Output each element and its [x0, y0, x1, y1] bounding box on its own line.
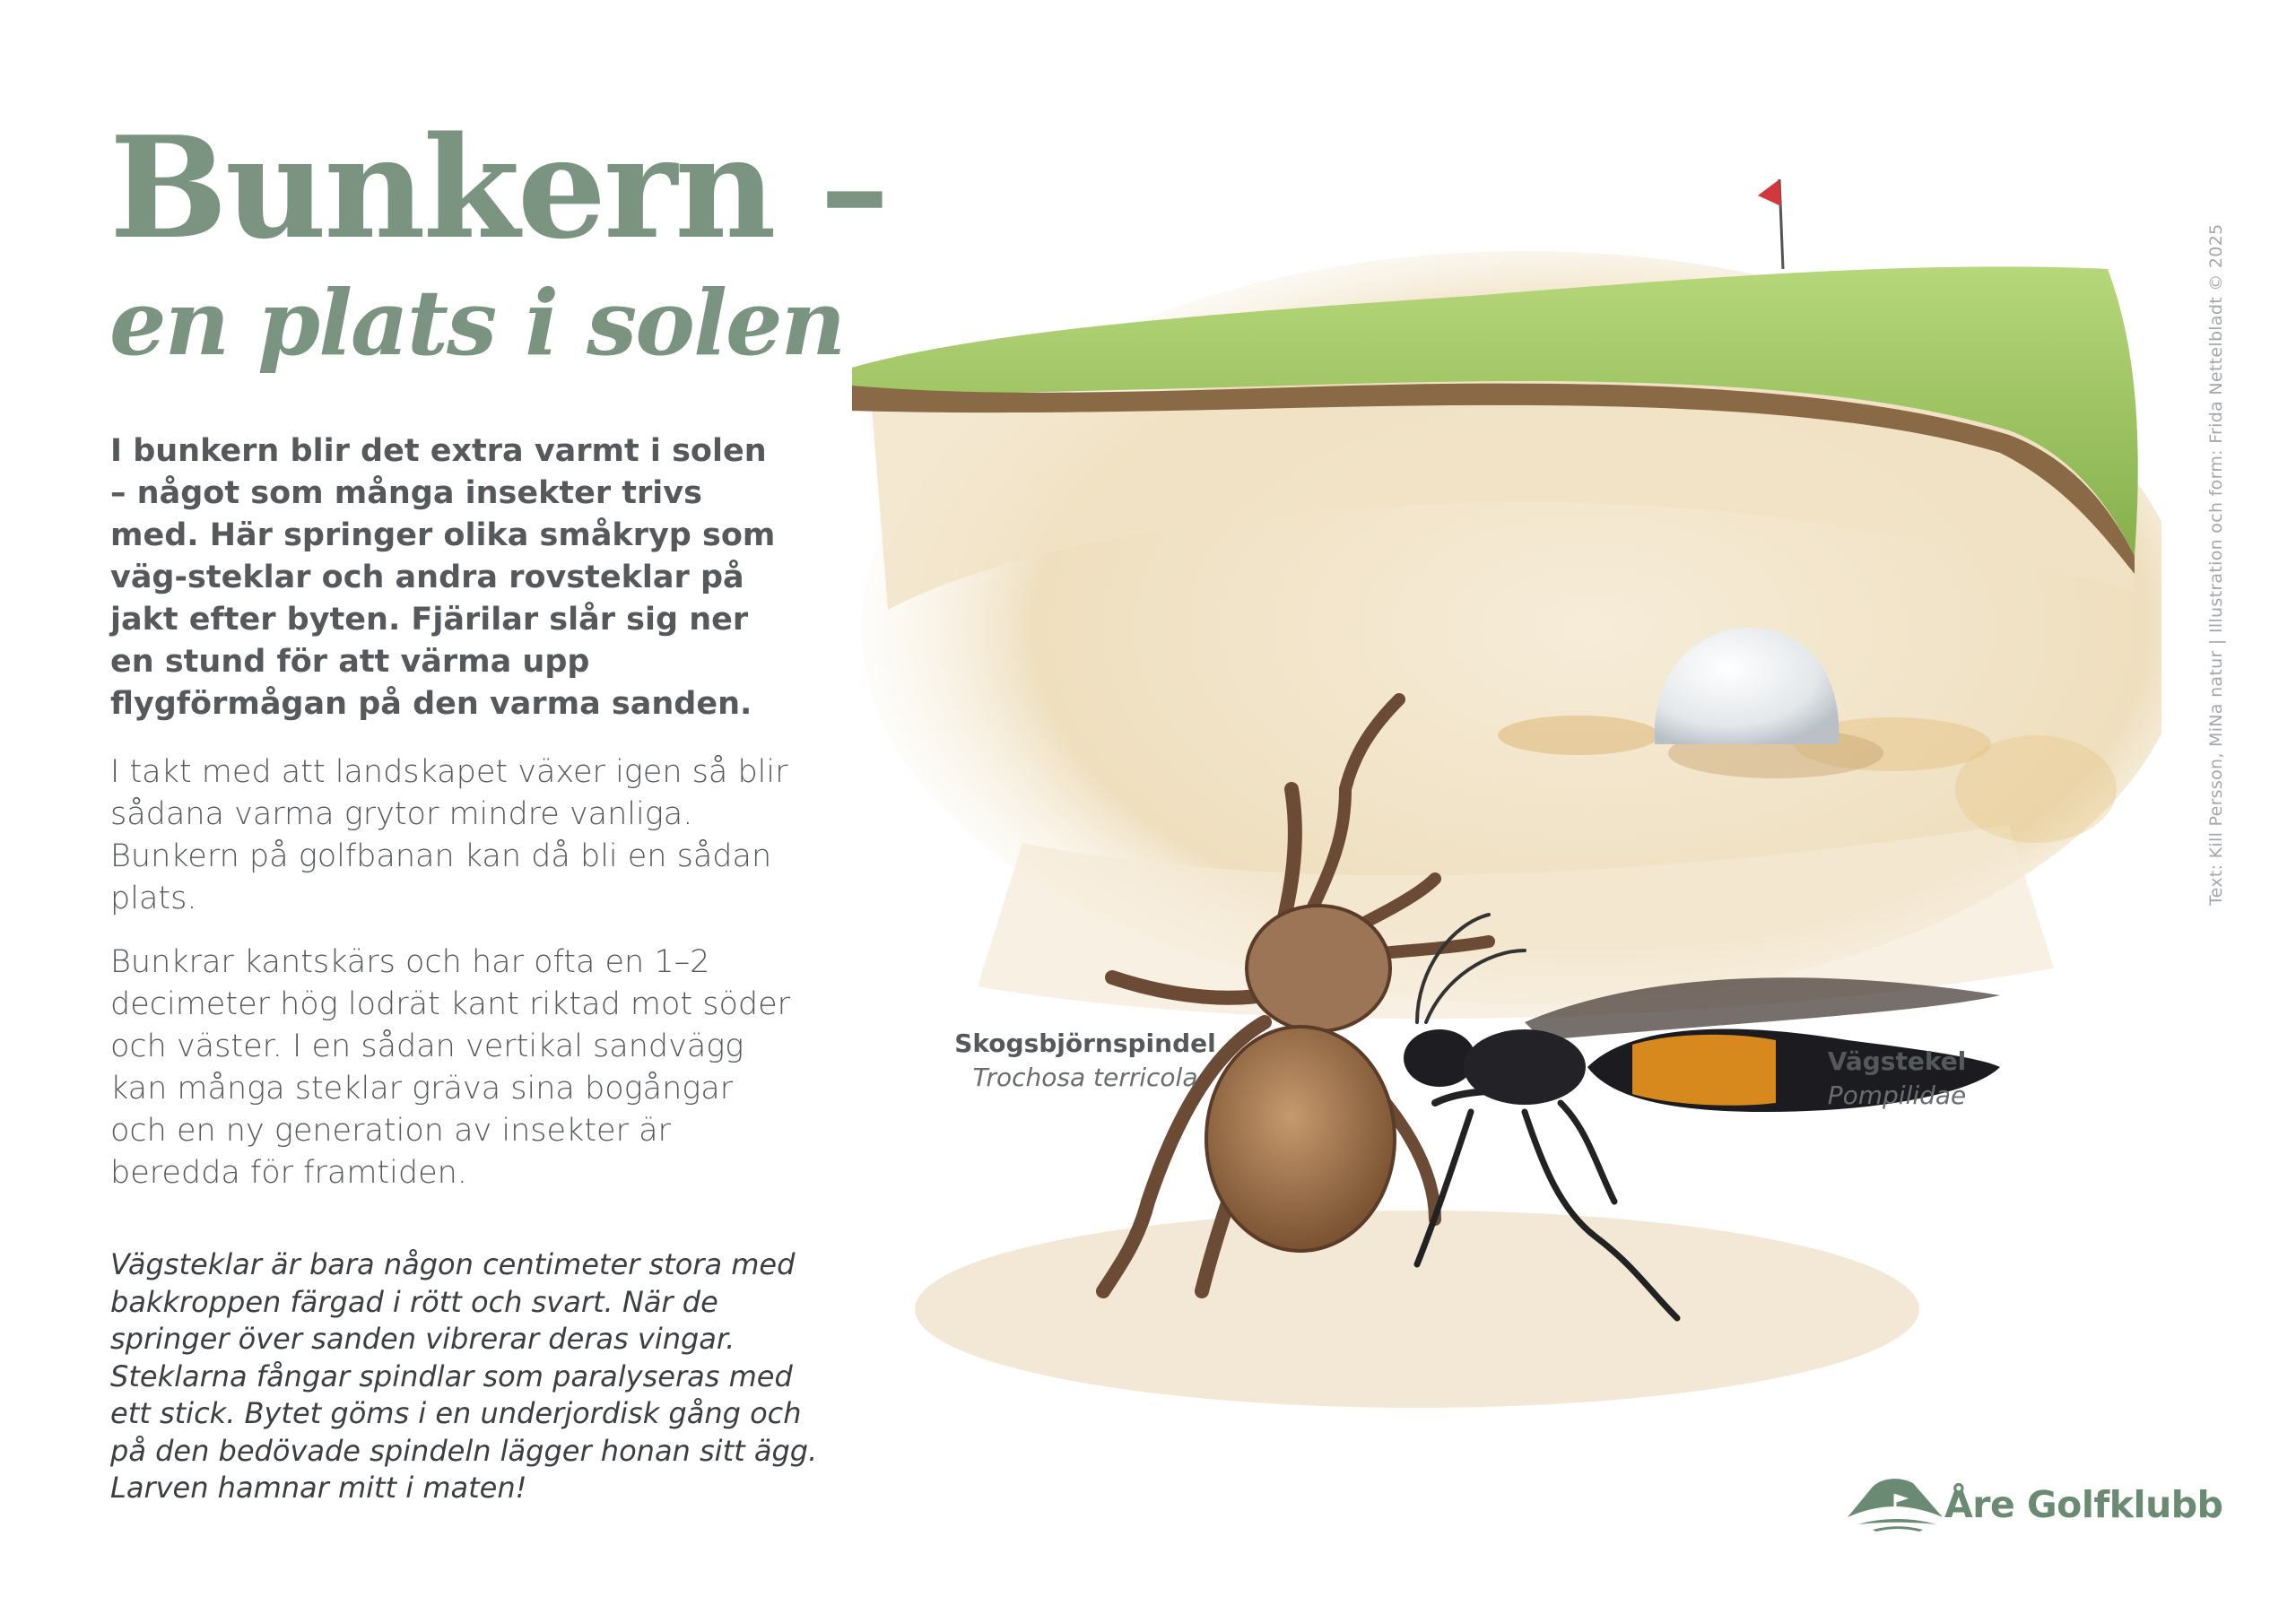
page-title: Bunkern –	[109, 106, 887, 270]
mountain-flag-logo-icon	[1846, 1471, 1953, 1542]
body-paragraph-2: I takt med att landskapet växer igen så blir sådana varma grytor mindre vanliga. Bunkern på golfbanan kan då bli en sådan plats.	[110, 754, 788, 916]
fact-note: Vägsteklar är bara någon centimeter stora med bakkroppen färgad i rött och svart. När de springer över sanden vibrerar deras vingar. Steklarna fångar spindlar som paralyseras med ett stick. Bytet göms i en underjordisk gång och på den bedövade spindeln lägger honan sitt ägg. Larven hamnar mitt i maten!	[110, 1247, 818, 1505]
body-paragraph-3: Bunkrar kantskärs och har ofta en 1–2 decimeter hög lodrät kant riktad mot söder och väster. I en sådan vertikal sandvägg kan många steklar gräva sina bogångar och en ny generation av insekter är beredda för framtiden.	[110, 944, 791, 1191]
lead-paragraph: I bunkern blir det extra varmt i solen – något som många insekter trivs med. Här springer olika småkryp som väg-steklar och andra rovsteklar på jakt efter byten. Fjärilar slår sig ner en stund för att värma upp flygförmågan på den varma sanden.	[110, 433, 776, 722]
club-logo	[1846, 1471, 2223, 1542]
wasp-common-name: Vägstekel	[1827, 1046, 1967, 1076]
bunker-illustration	[843, 161, 2161, 1453]
credit-line: Text: Kill Persson, MiNa natur | Illustration och form: Frida Nettelbladt © 2025	[2206, 223, 2226, 906]
wasp-label	[1780, 1045, 2013, 1113]
page-subtitle: en plats i solen	[109, 270, 845, 376]
wasp-scientific-name: Pompilidae	[1827, 1081, 1967, 1110]
club-name: Åre Golfklubb	[1944, 1483, 2223, 1526]
spider-label	[951, 1027, 1220, 1095]
flag-icon	[1758, 179, 1783, 269]
spider-common-name: Skogsbjörnspindel	[954, 1028, 1216, 1058]
spider-scientific-name: Trochosa terricola	[972, 1063, 1198, 1092]
